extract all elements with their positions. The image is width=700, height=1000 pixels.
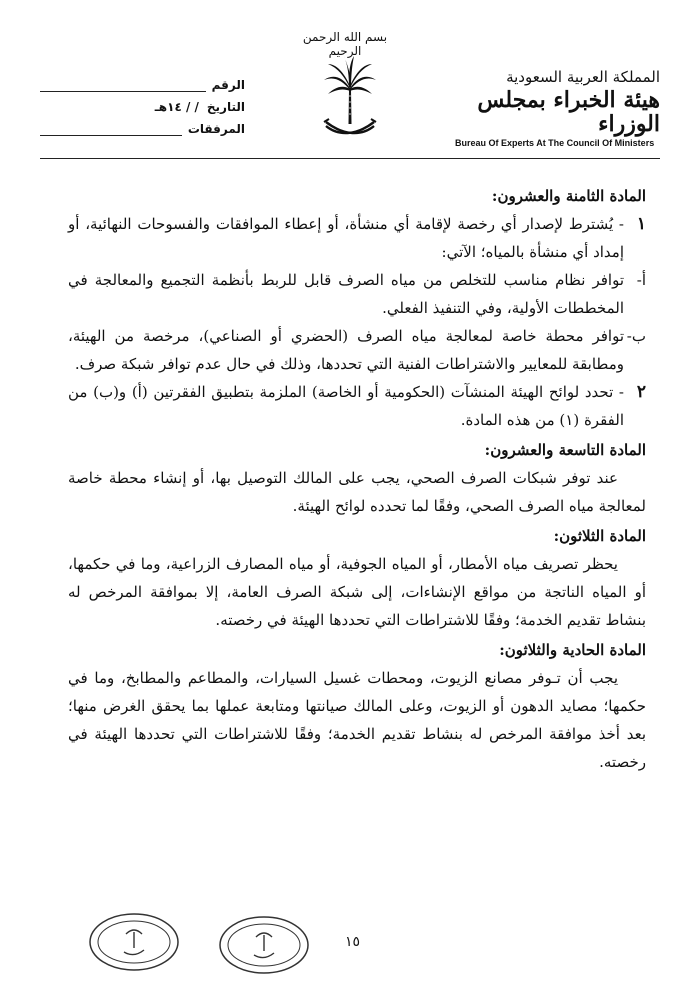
reference-block bbox=[40, 70, 245, 136]
page-number: ١٥ bbox=[345, 934, 361, 950]
organization-block bbox=[455, 68, 660, 148]
item-text: - يُشترط لإصدار أي رخصة لإقامة أي منشأة، أو إعطاء الموافقات والفسوحات النهائية، أو إمداد أي منشأة بالمياه؛ الآتي: bbox=[68, 215, 624, 261]
palm-swords-emblem-icon bbox=[320, 52, 380, 142]
numbered-item bbox=[68, 378, 646, 434]
article-heading: المادة الثلاثون: bbox=[553, 527, 646, 545]
attachments-line bbox=[40, 124, 182, 136]
sub-item-label: ب- bbox=[626, 327, 646, 345]
article-body: يجب أن تـوفر مصانع الزيوت، ومحطات غسيل السيارات، والمطاعم والمطابخ، وما في حكمها؛ مصايد الدهون أو الزيوت، وعلى المالك صيانتها ومتابعة عملها بما يحقق الغرض منها؛ بعد أخذ موافقة المرخص له بنشاط تقديم الخدمة؛ وفقًا للاشتراطات التي تحددها الهيئة في رخصته. bbox=[68, 669, 646, 771]
official-seal-icon bbox=[218, 915, 310, 975]
org-english: Bureau Of Experts At The Council Of Ministers bbox=[455, 138, 655, 149]
article-heading: المادة التاسعة والعشرون: bbox=[484, 441, 646, 459]
ref-label: الرقم bbox=[211, 78, 245, 92]
sub-item bbox=[68, 266, 646, 322]
date-row bbox=[40, 92, 245, 114]
org-kingdom: المملكة العربية السعودية bbox=[506, 68, 660, 86]
reference-row bbox=[40, 70, 245, 92]
sub-item-text: توافر محطة خاصة لمعالجة مياه الصرف (الحضري أو الصناعي)، مرخصة من الهيئة، ومطابقة للمعايير والاشتراطات الفنية التي تحددها، وذلك في حال عدم توافر شبكة صرف. bbox=[68, 327, 624, 373]
date-label: التاريخ bbox=[206, 100, 245, 114]
official-seal-icon bbox=[88, 912, 180, 972]
article-body: عند توفر شبكات الصرف الصحي، يجب على المالك التوصيل بها، أو إنشاء محطة خاصة لمعالجة مياه الصرف الصحي، وفقًا لما تحدده لوائح الهيئة. bbox=[68, 469, 646, 515]
article-heading: المادة الثامنة والعشرون: bbox=[491, 187, 646, 205]
document-body bbox=[68, 180, 646, 776]
sub-item-label: أ- bbox=[636, 271, 646, 289]
org-name: هيئة الخبراء بمجلس الوزراء bbox=[477, 87, 660, 138]
letterhead bbox=[0, 0, 700, 160]
attachments-label: المرفقات bbox=[187, 122, 245, 136]
item-number: ٢ bbox=[636, 382, 646, 402]
header-divider bbox=[40, 158, 660, 159]
item-number: ١ bbox=[636, 214, 646, 234]
article-heading: المادة الحادية والثلاثون: bbox=[499, 641, 646, 659]
basmala: بسم الله الرحمن الرحيم bbox=[302, 30, 388, 58]
attachments-row bbox=[40, 114, 245, 136]
article-body: يحظر تصريف مياه الأمطار، أو المياه الجوفية، أو مياه المصارف الزراعية، وما في حكمها، أو المياه الناتجة من مواقع الإنشاءات، إلى شبكة الصرف العامة، إلا بموافقة المرخص له بنشاط تقديم الخدمة؛ وفقًا للاشتراطات التي تحددها الهيئة في رخصته. bbox=[68, 555, 646, 629]
ref-line bbox=[40, 80, 206, 92]
sub-item-text: توافر نظام مناسب للتخلص من مياه الصرف قابل للربط بأنظمة التجميع والمعالجة في المخططات الأولية، وفي التنفيذ الفعلي. bbox=[68, 271, 624, 317]
item-text: - تحدد لوائح الهيئة المنشآت (الحكومية أو الخاصة) الملزمة بتطبيق الفقرتين (أ) و(ب) من الفقرة (١) من هذه المادة. bbox=[68, 383, 624, 429]
date-value: / / ١٤هـ bbox=[154, 100, 199, 114]
sub-item bbox=[68, 322, 646, 378]
numbered-item bbox=[68, 210, 646, 266]
